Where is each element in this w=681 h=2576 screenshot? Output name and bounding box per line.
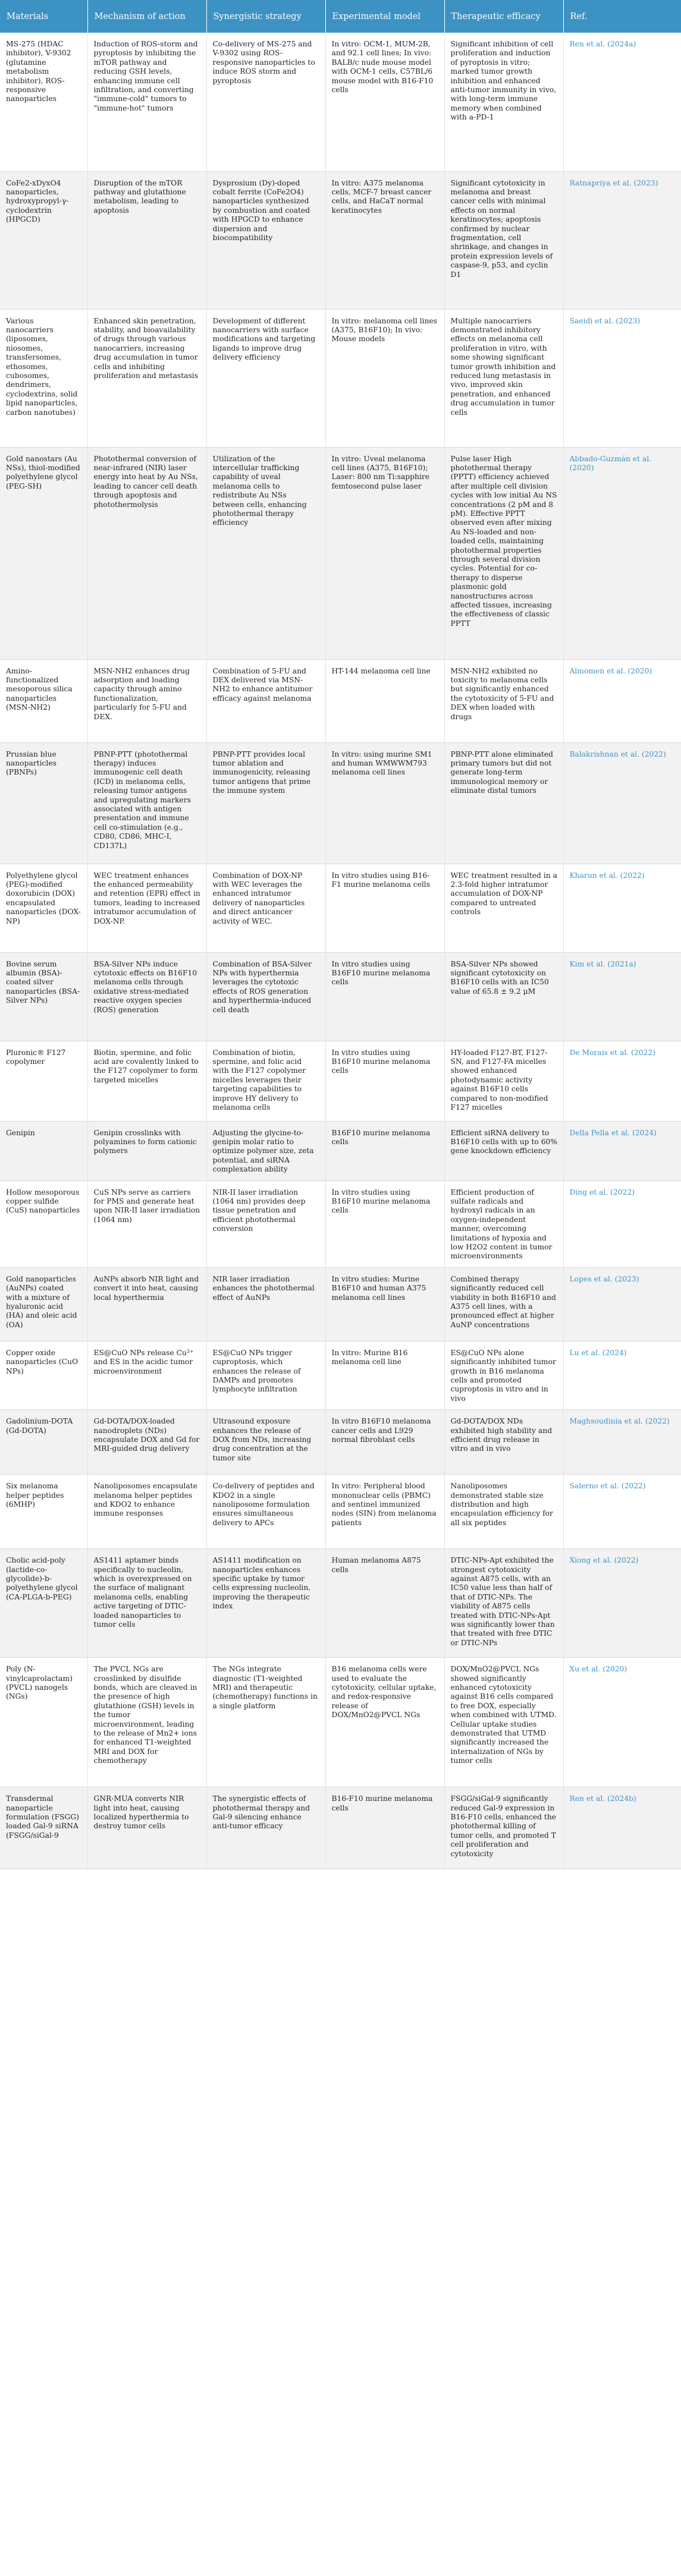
cell-ref <box>563 742 681 864</box>
cell-efficacy: Efficient siRNA delivery to B16F10 cells with up to 60% gene knockdown efficiency <box>444 1121 563 1180</box>
cell-mechanism: Nanoliposomes encapsulate melanoma helper peptides and KDO2 to enhance immune responses <box>87 1475 206 1549</box>
table-row <box>0 864 681 952</box>
cell-model: In vitro: melanoma cell lines (A375, B16F10); In vivo: Mouse models <box>325 309 444 447</box>
ref-link[interactable]: Lu et al. (2024) <box>569 1348 627 1357</box>
cell-mechanism: Enhanced skin penetration, stability, and bioavailability of drugs through various nanocarriers, increasing drug accumulation in tumor cells and inhibiting proliferation and metastasis <box>87 309 206 447</box>
cell-efficacy: Gd-DOTA/DOX NDs exhibited high stability and efficient drug release in vitro and in vivo <box>444 1410 563 1475</box>
table-row <box>0 1549 681 1658</box>
cell-ref <box>563 1475 681 1549</box>
ref-link[interactable]: Ding et al. (2022) <box>569 1188 635 1196</box>
cell-efficacy: BSA-Silver NPs showed significant cytotoxicity on B16F10 cells with an IC50 value of 65.8 ± 9.2 μM <box>444 952 563 1041</box>
cell-mechanism: AuNPs absorb NIR light and convert it into heat, causing local hyperthermia <box>87 1267 206 1341</box>
cell-model: In vitro: Uveal melanoma cell lines (A375, B16F10); Laser: 800 nm Ti:sapphire femtosecond pulse laser <box>325 447 444 659</box>
cell-mechanism: AS1411 aptamer binds specifically to nucleolin, which is overexpressed on the surface of malignant melanoma cells, enabling active targeting of DTIC-loaded nanoparticles to tumor cells <box>87 1549 206 1658</box>
ref-link[interactable]: Abbado-Guzmán et al. (2020) <box>569 454 652 472</box>
cell-ref <box>563 1341 681 1409</box>
cell-material: Transdermal nanoparticle formulation (FSGG) loaded Gal-9 siRNA (FSGG/siGal-9 <box>0 1787 87 1869</box>
cell-mechanism: Biotin, spermine, and folic acid are covalently linked to the F127 copolymer to form targeted micelles <box>87 1041 206 1121</box>
cell-synergy: Development of different nanocarriers with surface modifications and targeting ligands to improve drug delivery efficiency <box>206 309 325 447</box>
ref-link[interactable]: Ren et al. (2024b) <box>569 1794 636 1803</box>
table-row <box>0 33 681 171</box>
cell-material: Hollow mesoporous copper sulfide (CuS) nanoparticles <box>0 1180 87 1267</box>
cell-ref <box>563 309 681 447</box>
cell-synergy: PBNP-PTT provides local tumor ablation and immunogenicity, releasing tumor antigens that prime the immune system <box>206 742 325 864</box>
table-row <box>0 1180 681 1267</box>
cell-efficacy: HY-loaded F127-BT, F127-SN, and F127-FA micelles showed enhanced photodynamic activity against B16F10 cells compared to non-modified F127 micelles <box>444 1041 563 1121</box>
cell-ref <box>563 1267 681 1341</box>
header-ref: Ref. <box>563 0 681 33</box>
ref-link[interactable]: Kim et al. (2021a) <box>569 959 636 968</box>
cell-material: Six melanoma helper peptides (6MHP) <box>0 1475 87 1549</box>
cell-mechanism: Photothermal conversion of near-infrared (NIR) laser energy into heat by Au NSs, leading to cancer cell death through apoptosis and photothermolysis <box>87 447 206 659</box>
cell-efficacy: Significant inhibition of cell proliferation and induction of pyroptosis in vitro; marked tumor growth inhibition and enhanced anti-tumor immunity in vivo, with long-term immune memory when combined with a-PD-1 <box>444 33 563 171</box>
header-efficacy: Therapeutic efficacy <box>444 0 563 33</box>
cell-material: Polyethylene glycol (PEG)-modified doxorubicin (DOX) encapsulated nanoparticles (DOX-NP) <box>0 864 87 952</box>
cell-synergy: Combination of DOX-NP with WEC leverages the enhanced intratumor delivery of nanoparticles and direct anticancer activity of WEC. <box>206 864 325 952</box>
cell-model: In vitro B16F10 melanoma cancer cells and L929 normal fibroblast cells <box>325 1410 444 1475</box>
cell-ref <box>563 1549 681 1658</box>
header-materials: Materials <box>0 0 87 33</box>
ref-link[interactable]: Ratnapriya et al. (2023) <box>569 178 658 187</box>
table-row <box>0 1658 681 1787</box>
cell-synergy: Co-delivery of peptides and KDO2 in a single nanoliposome formulation ensures simultaneous delivery to APCs <box>206 1475 325 1549</box>
cell-mechanism: CuS NPs serve as carriers for PMS and generate heat upon NIR-II laser irradiation (1064 nm) <box>87 1180 206 1267</box>
cell-model: Human melanoma A875 cells <box>325 1549 444 1658</box>
cell-efficacy: Pulse laser High photothermal therapy (PPTT) efficiency achieved after multiple cell division cycles with low initial Au NS concentrations (2 pM and 8 pM). Effective PPTT observed even after mixing Au NS-loaded and non-loaded cells, maintaining photothermal properties through several division cycles. Potential for co-therapy to disperse plasmonic gold nanostructures across affected tissues, increasing the effectiveness of classic PPTT <box>444 447 563 659</box>
table-row <box>0 309 681 447</box>
cell-efficacy: FSGG/siGal-9 significantly reduced Gal-9 expression in B16-F10 cells, enhanced the photothermal killing of tumor cells, and promoted T cell proliferation and cytotoxicity <box>444 1787 563 1869</box>
cell-synergy: AS1411 modification on nanoparticles enhances specific uptake by tumor cells expressing nucleolin, improving the therapeutic index <box>206 1549 325 1658</box>
cell-material: Various nanocarriers (liposomes, niosomes, transfersomes, ethosomes, cubosomes, dendrimers, cyclodextrins, solid lipid nanoparticles, carbon nanotubes) <box>0 309 87 447</box>
cell-synergy: Combination of 5-FU and DEX delivered via MSN-NH2 to enhance antitumor efficacy against melanoma <box>206 659 325 742</box>
ref-link[interactable]: Xu et al. (2020) <box>569 1665 627 1674</box>
cell-synergy: Dysprosium (Dy)-doped cobalt ferrite (CoFe2O4) nanoparticles synthesized by combustion and coated with HPGCD to enhance dispersion and biocompatibility <box>206 171 325 309</box>
cell-mechanism: BSA-Silver NPs induce cytotoxic effects on B16F10 melanoma cells through oxidative stress-mediated reactive oxygen species (ROS) generation <box>87 952 206 1041</box>
table-header <box>0 0 681 33</box>
cell-synergy: Combination of BSA-Silver NPs with hyperthermia leverages the cytotoxic effects of ROS generation and hyperthermia-induced cell death <box>206 952 325 1041</box>
cell-model: In vitro: using murine SM1 and human WMWWM793 melanoma cell lines <box>325 742 444 864</box>
cell-mechanism: The PVCL NGs are crosslinked by disulfide bonds, which are cleaved in the presence of high glutathione (GSH) levels in the tumor microenvironment, leading to the release of Mn2+ ions for enhanced T1-weighted MRI and DOX for chemotherapy <box>87 1658 206 1787</box>
cell-synergy: The synergistic effects of photothermal therapy and Gal-9 silencing enhance anti-tumor efficacy <box>206 1787 325 1869</box>
table-row <box>0 1341 681 1409</box>
cell-ref <box>563 952 681 1041</box>
cell-material: Prussian blue nanoparticles (PBNPs) <box>0 742 87 864</box>
cell-ref <box>563 1041 681 1121</box>
table-row <box>0 1267 681 1341</box>
cell-synergy: Utilization of the intercellular trafficking capability of uveal melanoma cells to redistribute Au NSs between cells, enhancing photothermal therapy efficiency <box>206 447 325 659</box>
cell-model: In vitro studies using B16F10 murine melanoma cells <box>325 952 444 1041</box>
cell-mechanism: Disruption of the mTOR pathway and glutathione metabolism, leading to apoptosis <box>87 171 206 309</box>
cell-efficacy: MSN-NH2 exhibited no toxicity to melanoma cells but significantly enhanced the cytotoxicity of 5-FU and DEX when loaded with drugs <box>444 659 563 742</box>
cell-synergy: Adjusting the glycine-to-genipin molar ratio to optimize polymer size, zeta potential, and siRNA complexation ability <box>206 1121 325 1180</box>
table-row <box>0 447 681 659</box>
cell-efficacy: Multiple nanocarriers demonstrated inhibitory effects on melanoma cell proliferation in vitro, with some showing significant tumor growth inhibition and reduced lung metastasis in vivo, improved skin penetration, and enhanced drug accumulation in tumor cells <box>444 309 563 447</box>
cell-material: Amino-functionalized mesoporous silica nanoparticles (MSN-NH2) <box>0 659 87 742</box>
cell-model: In vitro: A375 melanoma cells, MCF-7 breast cancer cells, and HaCaT normal keratinocytes <box>325 171 444 309</box>
cell-ref <box>563 1787 681 1869</box>
ref-link[interactable]: Salerno et al. (2022) <box>569 1482 646 1491</box>
ref-link[interactable]: Della Pella et al. (2024) <box>569 1128 657 1137</box>
cell-mechanism: Induction of ROS-storm and pyroptosis by inhibiting the mTOR pathway and reducing GSH levels, enhancing immune cell infiltration, and converting "immune-cold" tumors to "immune-hot" tumors <box>87 33 206 171</box>
table-row <box>0 1041 681 1121</box>
cell-material: Cholic acid-poly (lactide-co-glycolide)-b-polyethylene glycol (CA-PLGA-b-PEG) <box>0 1549 87 1658</box>
cell-model: In vitro: Murine B16 melanoma cell line <box>325 1341 444 1409</box>
table-body <box>0 33 681 1869</box>
ref-link[interactable]: De Morais et al. (2022) <box>569 1048 656 1057</box>
cell-mechanism: Gd-DOTA/DOX-loaded nanodroplets (NDs) encapsulate DOX and Gd for MRI-guided drug delivery <box>87 1410 206 1475</box>
cell-synergy: NIR laser irradiation enhances the photothermal effect of AuNPs <box>206 1267 325 1341</box>
cell-efficacy: Efficient production of sulfate radicals and hydroxyl radicals in an oxygen-independent manner, overcoming limitations of hypoxia and low H2O2 content in tumor microenvironments <box>444 1180 563 1267</box>
cell-model: B16 melanoma cells were used to evaluate the cytotoxicity, cellular uptake, and redox-responsive release of DOX/MnO2@PVCL NGs <box>325 1658 444 1787</box>
cell-synergy: NIR-II laser irradiation (1064 nm) provides deep tissue penetration and efficient photothermal conversion <box>206 1180 325 1267</box>
ref-link[interactable]: Ren et al. (2024a) <box>569 40 636 48</box>
cell-material: Poly (N-vinylcaprolactam) (PVCL) nanogels (NGs) <box>0 1658 87 1787</box>
cell-ref <box>563 171 681 309</box>
cell-model: In vitro studies: Murine B16F10 and human A375 melanoma cell lines <box>325 1267 444 1341</box>
cell-efficacy: Significant cytotoxicity in melanoma and breast cancer cells with minimal effects on normal keratinocytes; apoptosis confirmed by nuclear fragmentation, cell shrinkage, and changes in protein expression levels of caspase-9, p53, and cyclin D1 <box>444 171 563 309</box>
cell-synergy: Combination of biotin, spermine, and folic acid with the F127 copolymer micelles leverages their targeting capabilities to improve HY delivery to melanoma cells <box>206 1041 325 1121</box>
ref-link[interactable]: Lopes et al. (2023) <box>569 1274 639 1283</box>
cell-model: In vitro studies using B16-F1 murine melanoma cells <box>325 864 444 952</box>
cell-ref <box>563 1180 681 1267</box>
table-row <box>0 742 681 864</box>
ref-link[interactable]: Kharun et al. (2022) <box>569 871 645 880</box>
table-row <box>0 1787 681 1869</box>
cell-synergy: ES@CuO NPs trigger cuproptosis, which enhances the release of DAMPs and promotes lymphocyte infiltration <box>206 1341 325 1409</box>
cell-synergy: Co-delivery of MS-275 and V-9302 using ROS-responsive nanoparticles to induce ROS storm and pyroptosis <box>206 33 325 171</box>
header-model: Experimental model <box>325 0 444 33</box>
cell-mechanism: WEC treatment enhances the enhanced permeability and retention (EPR) effect in tumors, leading to increased intratumor accumulation of DOX-NP. <box>87 864 206 952</box>
cell-model: B16F10 murine melanoma cells <box>325 1121 444 1180</box>
cell-ref <box>563 1410 681 1475</box>
cell-material: MS-275 (HDAC inhibitor), V-9302 (glutamine metabolism inhibitor), ROS-responsive nanoparticles <box>0 33 87 171</box>
cell-model: HT-144 melanoma cell line <box>325 659 444 742</box>
table-row <box>0 1410 681 1475</box>
table-row <box>0 1475 681 1549</box>
cell-material: Gadolinium-DOTA (Gd-DOTA) <box>0 1410 87 1475</box>
cell-synergy: The NGs integrate diagnostic (T1-weighted MRI) and therapeutic (chemotherapy) functions in a single platform <box>206 1658 325 1787</box>
cell-ref <box>563 864 681 952</box>
cell-mechanism: MSN-NH2 enhances drug adsorption and loading capacity through amino functionalization, particularly for 5-FU and DEX. <box>87 659 206 742</box>
cell-model: In vitro: OCM-1, MUM-2B, and 92.1 cell lines; In vivo: BALB/c nude mouse model with OCM-1 cells, C57BL/6 mouse model with B16-F10 cells <box>325 33 444 171</box>
header-synergy: Synergistic strategy <box>206 0 325 33</box>
cell-ref <box>563 659 681 742</box>
cell-model: In vitro: Peripheral blood mononuclear cells (PBMC) and sentinel immunized nodes (SIN) from melanoma patients <box>325 1475 444 1549</box>
header-mechanism: Mechanism of action <box>87 0 206 33</box>
cell-efficacy: PBNP-PTT alone eliminated primary tumors but did not generate long-term immunological memory or eliminate distal tumors <box>444 742 563 864</box>
cell-material: CoFe2-xDyxO4 nanoparticles, hydroxypropyl-γ-cyclodextrin (HPGCD) <box>0 171 87 309</box>
cell-material: Pluronic® F127 copolymer <box>0 1041 87 1121</box>
cell-ref <box>563 1658 681 1787</box>
ref-link[interactable]: Maghsoudinia et al. (2022) <box>569 1417 670 1426</box>
cell-material: Bovine serum albumin (BSA)-coated silver nanoparticles (BSA-Silver NPs) <box>0 952 87 1041</box>
ref-link[interactable]: Xiong et al. (2022) <box>569 1556 639 1565</box>
ref-link[interactable]: Saeidi et al. (2023) <box>569 316 641 325</box>
ref-link[interactable]: Balakrishnan et al. (2022) <box>569 750 666 758</box>
cell-mechanism: ES@CuO NPs release Cu²⁺ and ES in the acidic tumor microenvironment <box>87 1341 206 1409</box>
cell-synergy: Ultrasound exposure enhances the release of DOX from NDs, increasing drug concentration at the tumor site <box>206 1410 325 1475</box>
table-row <box>0 1121 681 1180</box>
cell-efficacy: Nanoliposomes demonstrated stable size distribution and high encapsulation efficiency for all six peptides <box>444 1475 563 1549</box>
cell-material: Gold nanostars (Au NSs), thiol-modified polyethylene glycol (PEG-SH) <box>0 447 87 659</box>
cell-efficacy: Combined therapy significantly reduced cell viability in both B16F10 and A375 cell lines, with a pronounced effect at higher AuNP concentrations <box>444 1267 563 1341</box>
cell-model: B16-F10 murine melanoma cells <box>325 1787 444 1869</box>
cell-ref <box>563 447 681 659</box>
cell-material: Genipin <box>0 1121 87 1180</box>
cell-efficacy: DOX/MnO2@PVCL NGs showed significantly enhanced cytotoxicity against B16 cells compared to free DOX, especially when combined with UTMD. Cellular uptake studies demonstrated that UTMD significantly increased the internalization of NGs by tumor cells <box>444 1658 563 1787</box>
cell-mechanism: Genipin crosslinks with polyamines to form cationic polymers <box>87 1121 206 1180</box>
header-row <box>0 0 681 33</box>
cell-mechanism: PBNP-PTT (photothermal therapy) induces immunogenic cell death (ICD) in melanoma cells, releasing tumor antigens and upregulating markers associated with antigen presentation and immune cell co-stimulation (e.g., CD80, CD86, MHC-I, CD137L) <box>87 742 206 864</box>
cell-efficacy: ES@CuO NPs alone significantly inhibited tumor growth in B16 melanoma cells and promoted cuproptosis in vitro and in vivo <box>444 1341 563 1409</box>
cell-material: Copper oxide nanoparticles (CuO NPs) <box>0 1341 87 1409</box>
cell-efficacy: DTIC-NPs-Apt exhibited the strongest cytotoxicity against A875 cells, with an IC50 value less than half of that of DTIC-NPs. The viability of A875 cells treated with DTIC-NPs-Apt was significantly lower than that treated with free DTIC or DTIC-NPs <box>444 1549 563 1658</box>
table-row <box>0 171 681 309</box>
cell-ref <box>563 33 681 171</box>
cell-mechanism: GNR-MUA converts NIR light into heat, causing localized hyperthermia to destroy tumor cells <box>87 1787 206 1869</box>
cell-material: Gold nanoparticles (AuNPs) coated with a mixture of hyaluronic acid (HA) and oleic acid (OA) <box>0 1267 87 1341</box>
cell-model: In vitro studies using B16F10 murine melanoma cells <box>325 1180 444 1267</box>
cell-ref <box>563 1121 681 1180</box>
cell-efficacy: WEC treatment resulted in a 2.3-fold higher intratumor accumulation of DOX-NP compared to untreated controls <box>444 864 563 952</box>
cell-model: In vitro studies using B16F10 murine melanoma cells <box>325 1041 444 1121</box>
table-row <box>0 659 681 742</box>
ref-link[interactable]: Almomen et al. (2020) <box>569 666 652 675</box>
table-row <box>0 952 681 1041</box>
